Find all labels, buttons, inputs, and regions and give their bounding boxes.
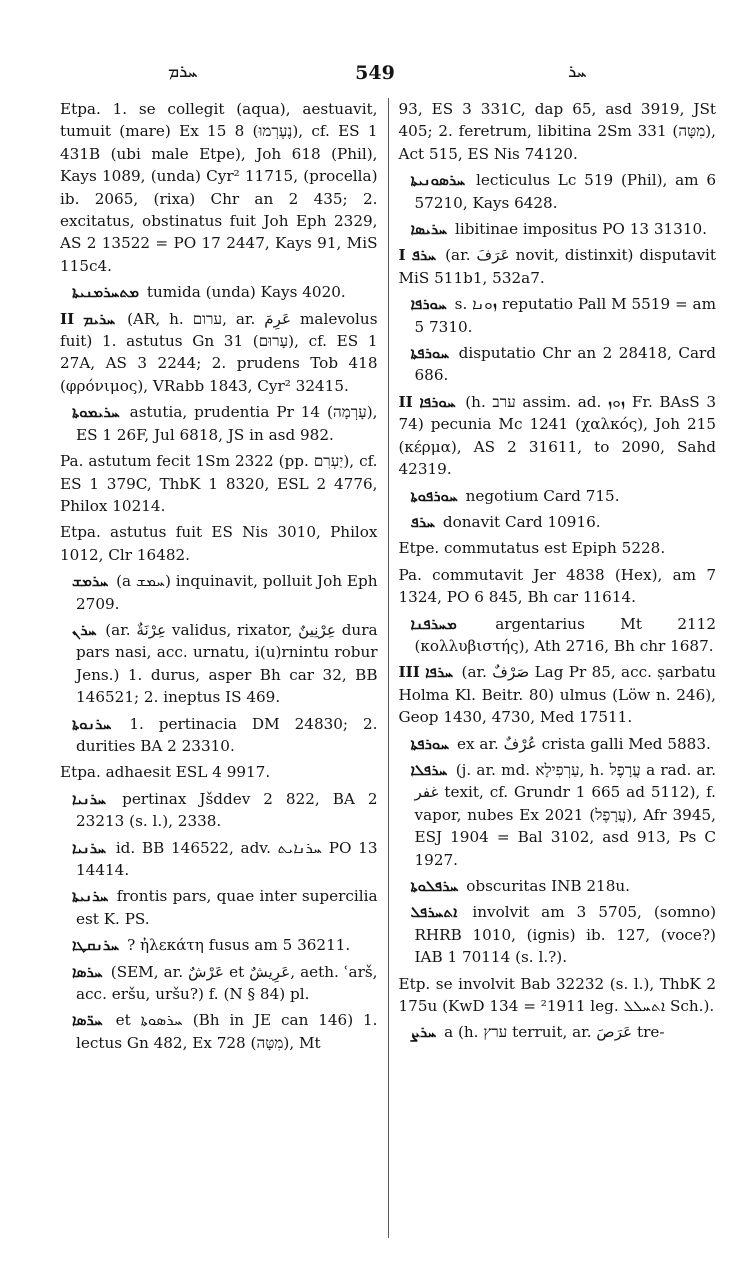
headword: ܚܘܪܦܘܬܐ <box>410 486 458 505</box>
page-header <box>0 62 750 90</box>
entry-text: Etp. se involvit Bab 32232 (s. l.), ThbK 2 175u (KwD 134 = ²1911 leg. ܐܬܚܠܠ Sch.). <box>398 974 716 1016</box>
dictionary-entry <box>399 901 717 968</box>
entry-text: pertinax Jšddev 2 822, BA 2 23213 (s. l.), 2338. <box>76 789 378 831</box>
entry-text: negotium Card 715. <box>465 486 620 505</box>
headword: ܚܪܝܡ <box>83 309 116 328</box>
entry-text: (AR, h. ערום, ar. عَرِمَ malevolus fuit) 1. astutus Gn 31 (עָרוּם), cf. ES 1 27A, AS 3 2244; 2. prudens Tob 418 (φρόνιμος), VRabb 1843, Cyr² 32415. <box>60 309 378 395</box>
entry-text: (h. ערב assim. ad. ܙܘܙ Fr. BAsS 3 74) pecunia Mc 1241 (χαλκός), Joh 215 (κέρμα), AS 2 31611, to 2090, Sahd 42319. <box>398 392 716 479</box>
headword: ܚܪܨ <box>410 1023 437 1042</box>
headword: ܚܪܣܐ <box>72 962 103 981</box>
homonym-number: III <box>398 663 420 682</box>
right-running-head: ܚܪ <box>568 62 587 82</box>
headword: ܚܘܪܦܬܐ <box>410 734 450 753</box>
entry-text: Etpa. 1. se collegit (aqua), aestuavit, tumuit (mare) Ex 15 8 (נֶעֶרְמוּ), cf. ES 1 431B (ubi male Etpe), Joh 618 (Phil), Kays 1089, (unda) Cyr² 11715, (procella) ib. 2065, (rixa) Chr an 2 435; 2. excitatus, obstinatus fuit Joh Eph 2329, AS 2 13522 = PO 17 2447, Kays 91, MiS 115c4. <box>60 100 378 275</box>
dictionary-entry <box>399 98 717 165</box>
headword: ܡܚܪܦܢܐ <box>410 614 457 633</box>
dictionary-entry <box>60 885 378 930</box>
dictionary-entry <box>60 713 378 758</box>
entry-text: et ܚܪܣܘܬܐ (Bh in JE can 146) 1. lectus Gn 482, Ex 728 (מִטָּה), Mt <box>76 1011 378 1052</box>
entry-text: (ar. عِرْنَةٌ validus, rixator, عِرْنِينٌ dura pars nasi, acc. urnatu, i(u)rnintu robur Jens.) 1. durus, asper Bh car 32, BB 146521; 2. ineptus IS 469. <box>76 620 378 707</box>
dictionary-entry <box>399 1021 717 1043</box>
right-column <box>389 98 717 1238</box>
dictionary-entry <box>399 537 717 559</box>
dictionary-entry <box>399 169 717 214</box>
left-running-head: ܚܪܡ <box>168 62 198 82</box>
headword: ܚܪܢܝܐ <box>72 789 107 808</box>
dictionary-entry <box>399 733 717 755</box>
two-column-body <box>60 98 716 1238</box>
entry-text: disputatio Chr an 2 28418, Card 686. <box>414 344 716 385</box>
entry-text: libitinae impositus PO 13 31310. <box>455 220 707 239</box>
headword: ܚܪ̈ܣܐ <box>72 1011 103 1030</box>
entry-text: obscuritas INB 218u. <box>466 877 630 895</box>
entry-text: Etpa. astutus fuit ES Nis 3010, Philox 1012, Clr 16482. <box>60 523 378 564</box>
headword: ܚܪܦܠܐ <box>410 760 448 779</box>
headword: ܚܪܢ <box>72 620 97 639</box>
dictionary-entry <box>399 293 717 338</box>
headword: ܡܬܚܪܡܢܝܬܐ <box>72 283 140 302</box>
entry-text: involvit am 3 5705, (somno) RHRB 1010, (ignis) ib. 127, (voce?) IAB 1 70114 (s. l.?). <box>414 903 716 967</box>
entry-text: Etpe. commutatus est Epiph 5228. <box>398 539 666 558</box>
dictionary-entry <box>60 570 378 615</box>
dictionary-entry <box>399 218 717 240</box>
entry-text: astutia, prudentia Pr 14 (עָרְמָה), ES 1 26F, Jul 6818, JS in asd 982. <box>76 403 378 444</box>
dictionary-entry <box>399 564 717 609</box>
dictionary-entry <box>399 759 717 871</box>
dictionary-entry <box>399 511 717 533</box>
homonym-number: II <box>398 392 413 411</box>
headword: ܚܪܦ <box>411 246 437 265</box>
dictionary-entry <box>60 1009 378 1054</box>
headword: ܚܪܣܘܢܝܬܐ <box>410 171 466 190</box>
dictionary-entry <box>399 485 717 507</box>
dictionary-entry <box>399 973 717 1018</box>
dictionary-entry <box>60 98 378 277</box>
dictionary-entry <box>399 342 717 387</box>
dictionary-entry <box>60 308 378 398</box>
dictionary-entry <box>60 788 378 833</box>
entry-text: a (h. ערץ terruit, ar. عَرَصَ tre- <box>444 1023 665 1042</box>
entry-text: id. BB 146522, adv. ܚܪܢܐܝܬ PO 13 14414. <box>76 838 378 879</box>
entry-text: Pa. commutavit Jer 4838 (Hex), am 7 1324, PO 6 845, Bh car 11614. <box>398 565 716 607</box>
dictionary-entry <box>60 934 378 956</box>
dictionary-entry <box>60 761 378 783</box>
dictionary-entry <box>60 619 378 709</box>
dictionary-entry <box>399 875 717 897</box>
headword: ܚܘܪܦܐ <box>410 295 447 314</box>
dictionary-entry <box>399 244 717 289</box>
entry-text: (ar. عَرَفَ novit, distinxit) disputavit MiS 511b1, 532a7. <box>398 246 716 287</box>
entry-text: (j. ar. md. עַרְפִילָא, h. עֲרָפֶל a rad. ar. غفر texit, cf. Grundr 1 665 ad 5112), f. vapor, nubes Ex 2021 (עֲרָפֶל), Afr 3945, ESJ 1904 = Bal 3102, asd 913, Ps C 1927. <box>414 760 716 869</box>
entry-text: argentarius Mt 2112 (κολλυβιστής), Ath 2716, Bh chr 1687. <box>414 614 716 655</box>
homonym-number: I <box>398 246 406 265</box>
dictionary-entry <box>60 281 378 303</box>
entry-text: (SEM, ar. عَرْشٌ et عَرِيشٌ, aeth. ʿarš, acc. eršu, uršu?) f. (N § 84) pl. <box>76 962 378 1004</box>
entry-text: frontis pars, quae inter supercilia est K. PS. <box>76 887 378 928</box>
entry-text: tumida (unda) Kays 4020. <box>146 283 346 302</box>
page-number: 549 <box>355 62 395 84</box>
headword: ܐܬܚܪܦܠ <box>410 903 458 922</box>
dictionary-entry <box>60 521 378 566</box>
dictionary-entry <box>60 401 378 446</box>
headword: ܚܪܝܣܐ <box>410 220 448 239</box>
dictionary-entry <box>399 613 717 658</box>
entry-text: ex ar. عُرْفٌ crista galli Med 5883. <box>456 734 711 753</box>
dictionary-entry <box>399 391 717 481</box>
headword: ܚܪܦܠܘܬܐ <box>410 877 459 895</box>
headword: ܚܘܪܦܐ <box>419 392 456 411</box>
entry-text: (a ܚܡܫ) inquinavit, polluit Joh Eph 2709. <box>76 572 378 613</box>
headword: ܚܪܡܫ <box>72 572 109 591</box>
entry-text: 93, ES 3 331C, dap 65, asd 3919, JSt 405; 2. feretrum, libitina 2Sm 331 (מִטָּה), Act 515, ES Nis 74120. <box>398 100 716 163</box>
homonym-number: II <box>60 309 75 328</box>
headword: ܚܪܢܝܬܐ <box>72 887 109 906</box>
headword: ܚܪܢܝܐ <box>72 838 107 857</box>
headword: ܚܪܦ <box>410 512 436 531</box>
headword: ܚܪܢܩܛܐ <box>72 936 120 955</box>
entry-text: 1. pertinacia DM 24830; 2. durities BA 2 23310. <box>76 714 378 755</box>
dictionary-entry <box>60 837 378 882</box>
headword: ܚܪܦܐ <box>425 663 454 682</box>
entry-text: s. ܙܘܢܐ reputatio Pall M 5519 = am 5 7310. <box>414 295 716 336</box>
entry-text: (ar. صَرْفٌ Lag Pr 85, acc. ṣarbatu Holma Kl. Beitr. 80) ulmus (Löw n. 246), Geop 1430, 4730, Med 17511. <box>398 663 716 727</box>
entry-text: ? ἠλεκάτη fusus am 5 36211. <box>127 936 351 955</box>
left-column <box>60 98 388 1238</box>
dictionary-entry <box>60 450 378 517</box>
entry-text: Etpa. adhaesit ESL 4 9917. <box>60 763 271 782</box>
entry-text: Pa. astutum fecit 1Sm 2322 (pp. יַעְרִם), cf. ES 1 379C, ThbK 1 8320, ESL 2 4776, Philox 10214. <box>60 452 378 515</box>
entry-text: lecticulus Lc 519 (Phil), am 6 57210, Kays 6428. <box>414 171 716 212</box>
dictionary-entry <box>399 661 717 728</box>
headword: ܚܘܪܦܬܐ <box>410 344 450 363</box>
entry-text: donavit Card 10916. <box>442 512 601 531</box>
headword: ܚܪܝܡܘܬܐ <box>72 403 120 422</box>
headword: ܚܪܢܘܬܐ <box>72 714 112 733</box>
dictionary-entry <box>60 961 378 1006</box>
